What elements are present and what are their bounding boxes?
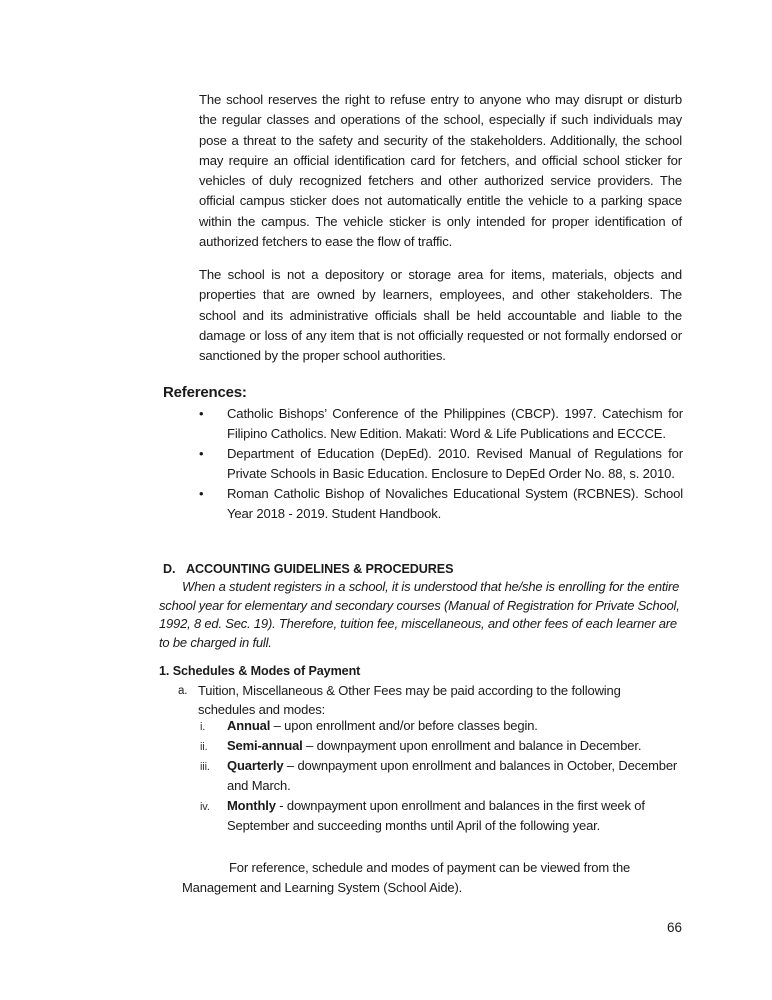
reference-item — [199, 404, 683, 444]
list-item-a — [178, 682, 648, 719]
roman-marker: iv. — [200, 801, 210, 813]
reference-item — [199, 444, 683, 484]
section-title: ACCOUNTING GUIDELINES & PROCEDURES — [186, 562, 454, 576]
paragraph-entry-policy: The school reserves the right to refuse entry to anyone who may disrupt or disturb the regular classes and operations of the school, especially if such individuals may pose a threat to the safety and security of the stakeholders. Additionally, the school may require an official identification card for fetchers, and official school sticker for vehicles of duly recognized fetchers and other authorized service providers. The official campus sticker does not automatically entitle the vehicle to a parking space within the campus. The vehicle sticker is only intended for proper identification of authorized fetchers to ease the flow of traffic. — [199, 92, 682, 250]
bullet-icon: • — [199, 486, 204, 501]
section-heading — [163, 562, 453, 576]
list-item-text: Tuition, Miscellaneous & Other Fees may be paid according to the following schedules and modes: — [198, 683, 621, 717]
mode-description: downpayment upon enrollment and balances in October, December and March. — [227, 758, 678, 793]
payment-mode-quarterly — [195, 756, 695, 796]
closing-line-2: Management and Learning System (School Aide). — [182, 880, 463, 895]
list-marker: a. — [178, 685, 188, 697]
bullet-icon: • — [199, 406, 204, 421]
section-intro: When a student registers in a school, it is understood that he/she is enrolling for the entire school year for elementary and secondary courses (Manual of Registration for Private School, 1992, 8 ed. Sec. 19). Therefore, tuition fee, miscellaneous, and other fees of each learner are to be charged in full. — [159, 579, 680, 650]
paragraph-storage-policy: The school is not a depository or storage area for items, materials, objects and properties that are owned by learners, employees, and other stakeholders. The school and its administrative officials shall be held accountable and liable to the damage or loss of any item that is not officially requested or not formally endorsed or sanctioned by the proper school authorities. — [199, 267, 682, 364]
roman-marker: i. — [200, 721, 206, 733]
page-number: 66 — [667, 920, 683, 935]
mode-term: Monthly — [227, 798, 276, 813]
reference-item — [199, 484, 683, 524]
mode-separator: – — [302, 738, 317, 753]
mode-term: Semi-annual — [227, 738, 303, 753]
references-list — [199, 404, 683, 524]
reference-text: Department of Education (DepEd). 2010. Revised Manual of Regulations for Private Schools in Basic Education. Enclosure to DepEd Order No. 88, s. 2010. — [227, 446, 683, 481]
reference-text: Catholic Bishops’ Conference of the Philippines (CBCP). 1997. Catechism for Filipino Catholics. New Edition. Makati: Word & Life Publications and ECCCE. — [227, 406, 683, 441]
mode-description: downpayment upon enrollment and balance in December. — [316, 738, 642, 753]
bullet-icon: • — [199, 446, 204, 461]
mode-description: upon enrollment and/or before classes begin. — [284, 718, 538, 733]
mode-term: Quarterly — [227, 758, 284, 773]
roman-marker: ii. — [200, 741, 208, 753]
roman-marker: iii. — [200, 761, 210, 773]
reference-text: Roman Catholic Bishop of Novaliches Educational System (RCBNES). School Year 2018 - 2019. Student Handbook. — [227, 486, 683, 521]
mode-separator: - — [275, 798, 287, 813]
mode-separator: – — [283, 758, 298, 773]
mode-separator: – — [270, 718, 285, 733]
closing-line-1: For reference, schedule and modes of payment can be viewed from the — [229, 860, 631, 875]
payment-mode-annual — [195, 716, 695, 736]
subsection-heading: 1. Schedules & Modes of Payment — [159, 664, 361, 678]
mode-description: downpayment upon enrollment and balances in the first week of September and succeeding months until April of the following year. — [227, 798, 645, 833]
payment-mode-monthly — [195, 796, 695, 836]
references-heading: References: — [163, 384, 247, 401]
payment-mode-semi-annual — [195, 736, 695, 756]
payment-modes-list — [195, 716, 695, 836]
mode-term: Annual — [227, 718, 271, 733]
closing-note — [182, 858, 662, 898]
section-letter: D. — [163, 562, 176, 576]
